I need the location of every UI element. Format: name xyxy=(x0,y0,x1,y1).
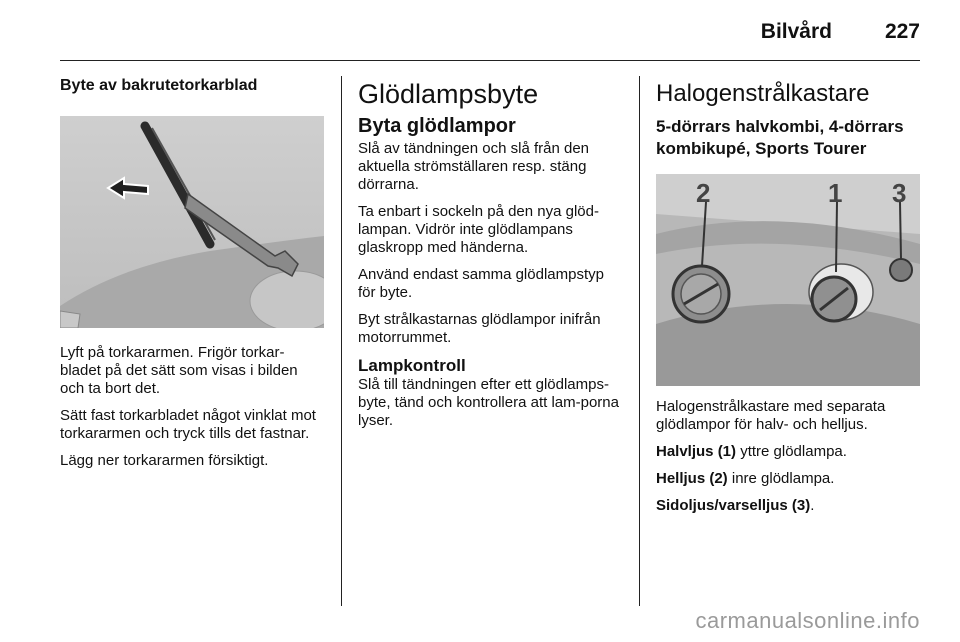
high-beam-text: inre glödlampa. xyxy=(727,470,835,487)
page-number: 227 xyxy=(884,20,920,43)
column-bulb-replacement xyxy=(358,76,623,439)
column-divider-2 xyxy=(639,76,640,606)
halogen-item-high-beam xyxy=(656,470,920,488)
wiper-paragraph-3: Lägg ner torkararmen försiktigt. xyxy=(60,452,269,469)
page-header xyxy=(0,0,960,62)
lamp-check-paragraph: Slå till tändningen efter ett glödlamps-byte, tänd och kontrollera att lam-porna lyser. xyxy=(358,376,619,429)
figure-label-2: 2 xyxy=(696,178,711,208)
column-divider-1 xyxy=(341,76,342,606)
wiper-heading: Byte av bakrutetorkarblad xyxy=(60,77,258,94)
section-title: Bilvård xyxy=(760,20,832,43)
wiper-paragraph-1: Lyft på torkararmen. Frigör torkar-bladet på det sätt som visas i bilden och ta bort det. xyxy=(60,344,298,397)
bulb-paragraph-2: Ta enbart i sockeln på den nya glöd-lampan. Vidrör inte glödlampans glaskropp med händerna. xyxy=(358,203,599,256)
low-beam-text: yttre glödlampa. xyxy=(736,443,847,460)
halogen-item-side-light xyxy=(656,497,920,515)
bulb-title: Glödlampsbyte xyxy=(358,79,539,109)
halogen-title: Halogenstrålkastare xyxy=(656,80,870,107)
wiper-figure xyxy=(60,116,324,328)
wiper-illustration xyxy=(60,116,324,328)
wiper-paragraph-2: Sätt fast torkarbladet något vinklat mot torkararmen och tryck tills det fastnar. xyxy=(60,407,316,442)
headlight-figure xyxy=(656,174,920,386)
watermark: carmanualsonline.info xyxy=(695,608,920,633)
bulb-paragraph-4: Byt strålkastarnas glödlampor inifrån motorrummet. xyxy=(358,311,601,346)
column-halogen xyxy=(656,76,920,524)
figure-label-1: 1 xyxy=(828,178,843,208)
side-light-label: Sidoljus/varselljus (3) xyxy=(656,497,811,514)
bulb-paragraph-3: Använd endast samma glödlampstyp för byte. xyxy=(358,266,604,301)
high-beam-label: Helljus (2) xyxy=(656,470,728,487)
header-rule xyxy=(60,60,920,61)
bulb-paragraph-1: Slå av tändningen och slå från den aktuella strömställaren resp. stäng dörrarna. xyxy=(358,140,589,193)
side-light-text: . xyxy=(810,497,815,514)
halogen-item-low-beam xyxy=(656,443,920,461)
halogen-intro: Halogenstrålkastare med separata glödlampor för halv- och helljus. xyxy=(656,398,886,433)
low-beam-label: Halvljus (1) xyxy=(656,443,737,460)
column-wiper xyxy=(60,76,325,479)
figure-label-3: 3 xyxy=(892,178,907,208)
halogen-subtitle: 5-dörrars halvkombi, 4-dörrars kombikupé, Sports Tourer xyxy=(656,117,904,158)
bulb-subtitle: Byta glödlampor xyxy=(358,115,516,137)
lamp-check-heading: Lampkontroll xyxy=(358,356,466,375)
